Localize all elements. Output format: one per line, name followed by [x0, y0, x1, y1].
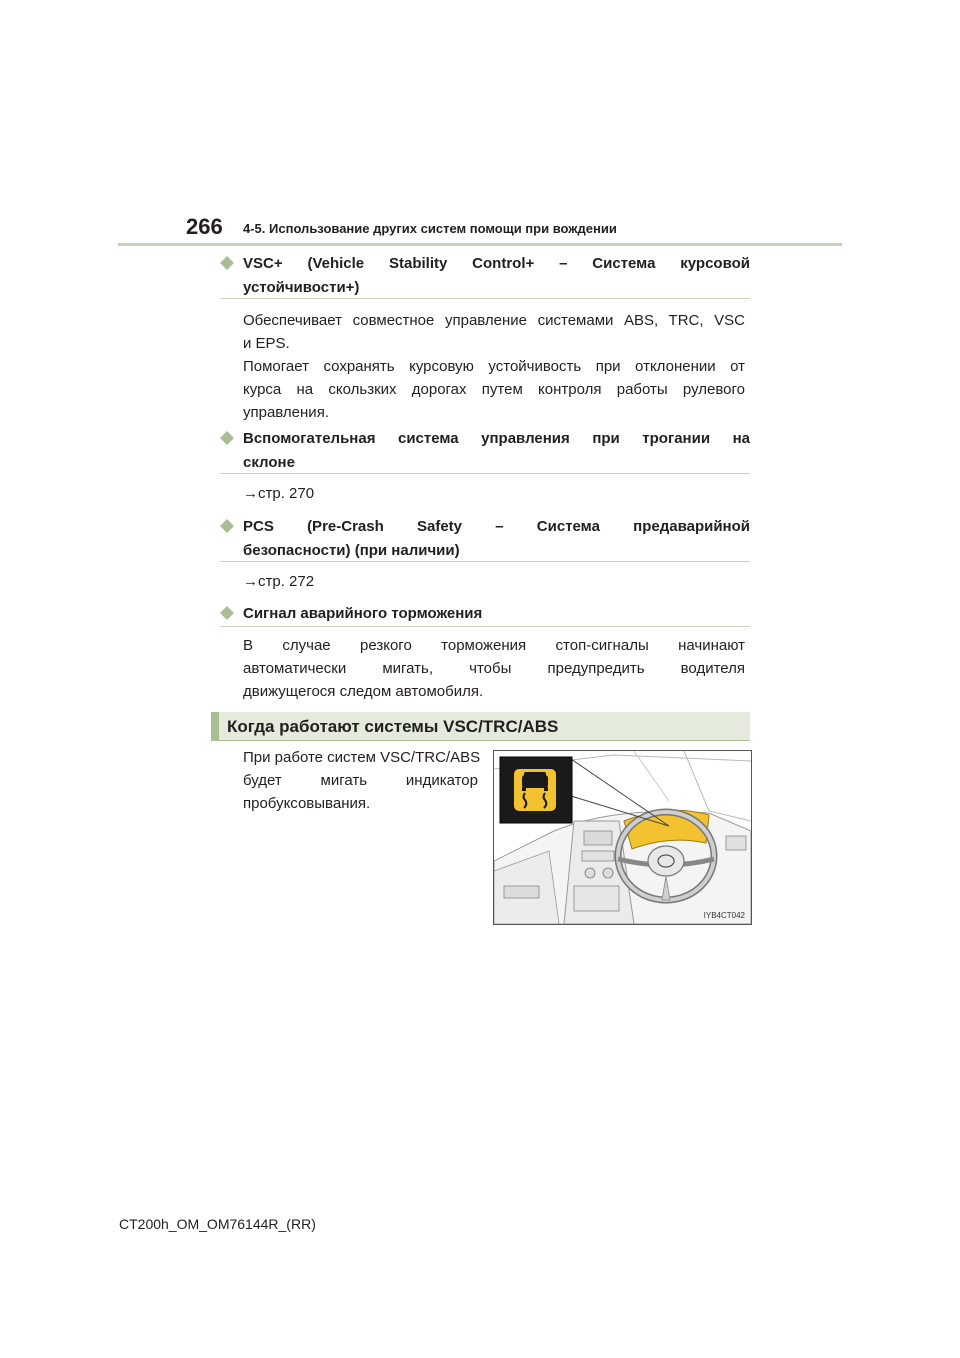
- chapter-title: 4-5. Использование других систем помощи при вождении: [243, 221, 617, 236]
- body-line: При работе систем VSC/TRC/ABS: [243, 749, 481, 766]
- body-line: Помогает сохранять курсовую устойчивость при отклонении от: [243, 358, 745, 375]
- dashboard-drawing: [494, 751, 751, 924]
- body-line: управления.: [243, 404, 329, 421]
- diamond-bullet-icon: [220, 431, 234, 445]
- section-divider: [220, 473, 750, 474]
- section-heading-pcs: [220, 515, 750, 563]
- body-line: автоматически мигать, чтобы предупредить водителя: [243, 660, 745, 677]
- section-heading-line: PCS (Pre-Crash Safety – Система предаварийной: [243, 518, 750, 535]
- subsection-banner-accent: [211, 712, 219, 740]
- subsection-title: Когда работают системы VSC/TRC/ABS: [227, 717, 559, 736]
- illustration-code: IYB4CT042: [703, 911, 745, 920]
- diamond-bullet-icon: [220, 606, 234, 620]
- section-body-vsc: [243, 309, 745, 424]
- section-heading-line: VSC+ (Vehicle Stability Control+ – Система курсовой: [243, 255, 750, 272]
- section-heading-vsc: [220, 252, 750, 300]
- document-code: CT200h_OM_OM76144R_(RR): [119, 1216, 316, 1232]
- body-line: В случае резкого торможения стоп-сигналы начинают: [243, 637, 745, 654]
- subsection-divider: [211, 740, 750, 741]
- page-reference-link[interactable]: →стр. 270: [243, 485, 315, 502]
- dashboard-illustration: [493, 750, 752, 925]
- body-line: движущегося следом автомобиля.: [243, 683, 484, 700]
- section-heading-line: Сигнал аварийного торможения: [243, 605, 483, 622]
- body-line: и EPS.: [243, 335, 290, 352]
- subsection-body: [243, 746, 481, 815]
- section-heading-hill-start: [220, 427, 750, 475]
- section-heading-line: склоне: [243, 454, 295, 471]
- section-heading-line: устойчивости+): [243, 279, 360, 296]
- section-body-brake-signal: [243, 634, 745, 703]
- header-divider: [118, 243, 842, 246]
- body-line: Обеспечивает совместное управление системами ABS, TRC, VSC: [243, 312, 745, 329]
- diamond-bullet-icon: [220, 256, 234, 270]
- body-line: будет мигать индикатор: [243, 772, 478, 789]
- section-heading-line: безопасности) (при наличии): [243, 542, 460, 559]
- page-number: 266: [186, 214, 223, 239]
- body-line: курса на скользких дорогах путем контроля работы рулевого: [243, 381, 745, 398]
- page-reference-link[interactable]: →стр. 272: [243, 573, 315, 590]
- section-heading-line: Вспомогательная система управления при трогании на: [243, 430, 750, 447]
- section-divider: [220, 626, 750, 627]
- section-divider: [220, 561, 750, 562]
- section-heading-brake-signal: [220, 602, 750, 626]
- diamond-bullet-icon: [220, 519, 234, 533]
- section-divider: [220, 298, 750, 299]
- body-line: пробуксовывания.: [243, 795, 371, 812]
